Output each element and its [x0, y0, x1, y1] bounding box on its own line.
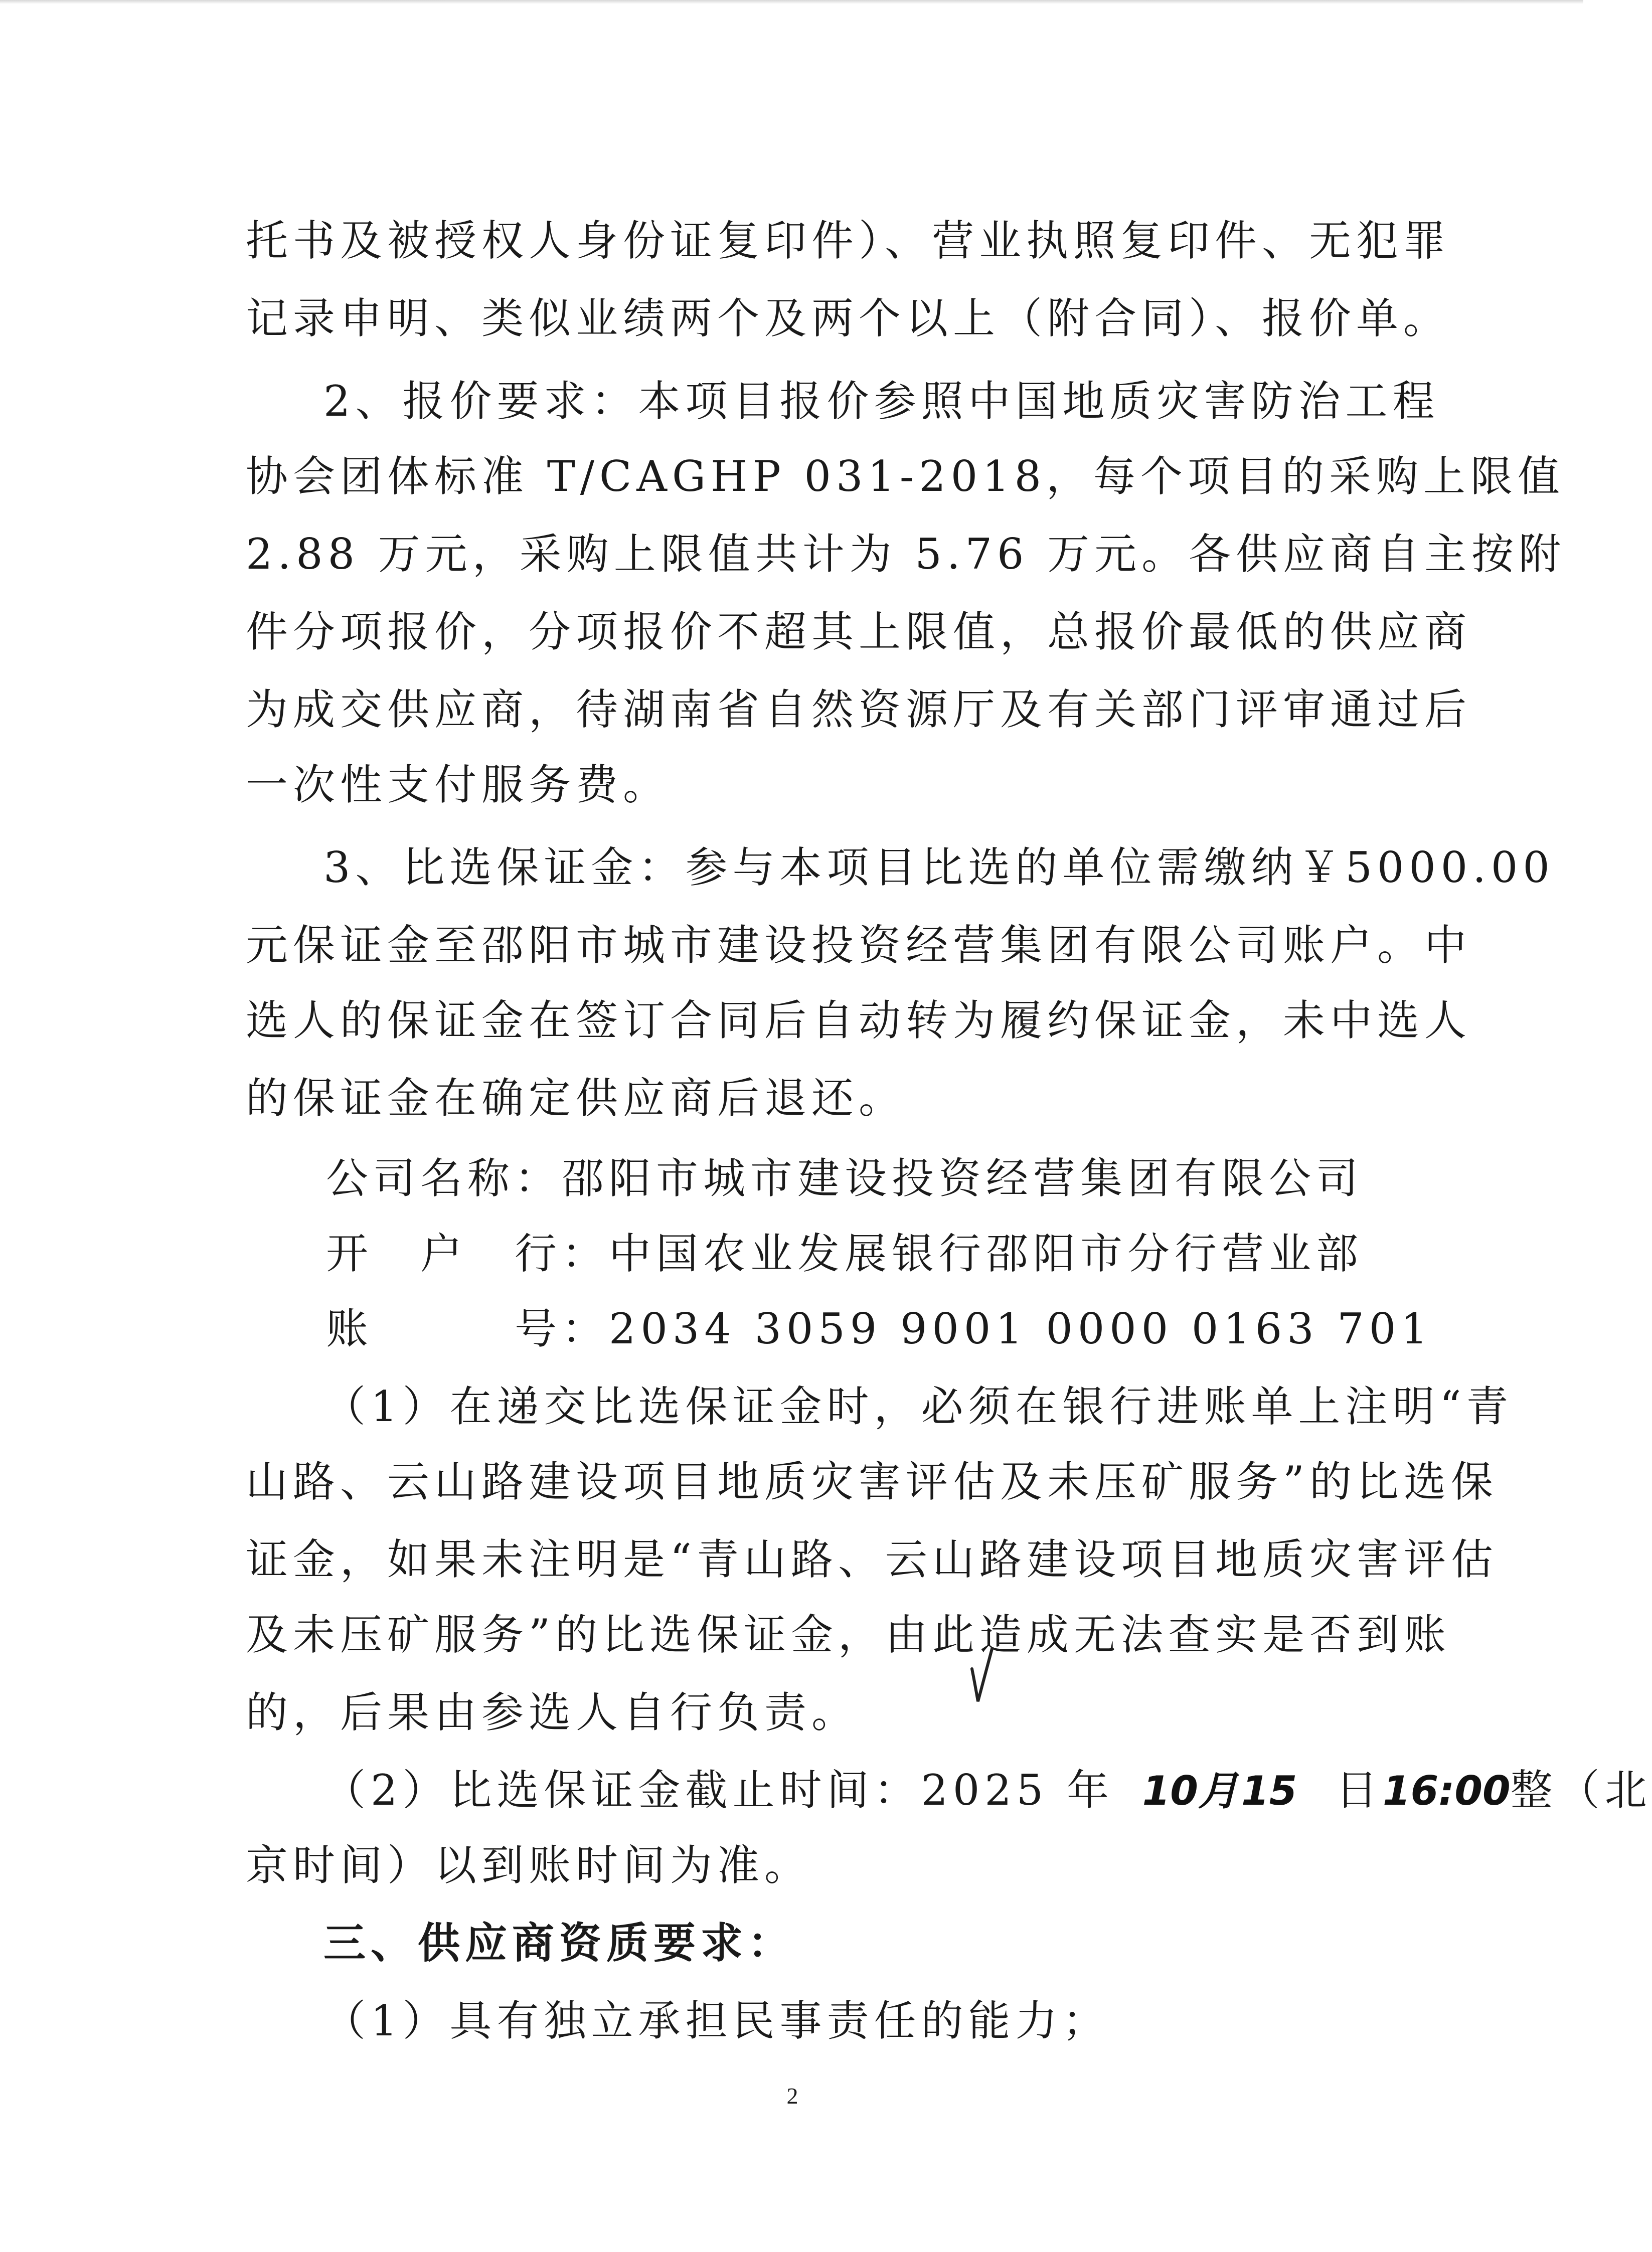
text-line: 2、报价要求：本项目报价参照中国地质灾害防治工程 [323, 377, 1440, 426]
text-line: 山路、云山路建设项目地质灾害评估及未压矿服务”的比选保 [246, 1457, 1498, 1506]
handwritten-month: 10月 [1142, 1768, 1238, 1814]
text-line: 一次性支付服务费。 [246, 760, 671, 809]
handwritten-tick-mark [962, 1639, 1002, 1709]
text-line: 的保证金在确定供应商后退还。 [246, 1074, 906, 1123]
text-line: 件分项报价，分项报价不超其上限值，总报价最低的供应商 [246, 607, 1472, 656]
text-line: 的，后果由参选人自行负责。 [246, 1688, 859, 1737]
company-name-line: 公司名称：邵阳市城市建设投资经营集团有限公司 [326, 1154, 1364, 1203]
deadline-prefix: （2）比选保证金截止时间：2025 年 [323, 1766, 1114, 1815]
text-line: 为成交供应商，待湖南省自然资源厅及有关部门评审通过后 [246, 685, 1472, 734]
text-line: 3、比选保证金：参与本项目比选的单位需缴纳￥5000.00 [323, 843, 1555, 892]
text-line: 协会团体标准 T/CAGHP 031-2018，每个项目的采购上限值 [246, 452, 1565, 501]
deadline-day-label: 日 [1335, 1766, 1383, 1815]
text-line: 京时间）以到账时间为准。 [246, 1841, 812, 1890]
qualification-item: （1）具有独立承担民事责任的能力； [323, 1996, 1110, 2045]
text-line: 选人的保证金在签订合同后自动转为履约保证金，未中选人 [246, 996, 1472, 1045]
text-line: （1）在递交比选保证金时，必须在银行进账单上注明“青 [323, 1382, 1514, 1431]
handwritten-day: 15 [1241, 1768, 1297, 1814]
bank-line: 开 户 行：中国农业发展银行邵阳市分行营业部 [326, 1229, 1364, 1278]
text-line: 元保证金至邵阳市城市建设投资经营集团有限公司账户。中 [246, 921, 1472, 970]
section-heading: 三、供应商资质要求： [323, 1918, 795, 1968]
text-line: 托书及被授权人身份证复印件）、营业执照复印件、无犯罪 [246, 216, 1451, 265]
deadline-suffix: 整（北 [1510, 1766, 1652, 1815]
text-line: 证金，如果未注明是“青山路、云山路建设项目地质灾害评估 [246, 1535, 1498, 1584]
account-line: 账 号：2034 3059 9001 0000 0163 701 [326, 1304, 1433, 1353]
text-line: 2.88 万元，采购上限值共计为 5.76 万元。各供应商自主按附 [246, 530, 1566, 579]
deadline-line [323, 1760, 1652, 1820]
handwritten-time: 16:00 [1383, 1768, 1511, 1814]
text-line: 记录申明、类似业绩两个及两个以上（附合同）、报价单。 [246, 294, 1451, 343]
page-number: 2 [786, 2083, 798, 2109]
text-line: 及未压矿服务”的比选保证金，由此造成无法查实是否到账 [246, 1610, 1451, 1659]
